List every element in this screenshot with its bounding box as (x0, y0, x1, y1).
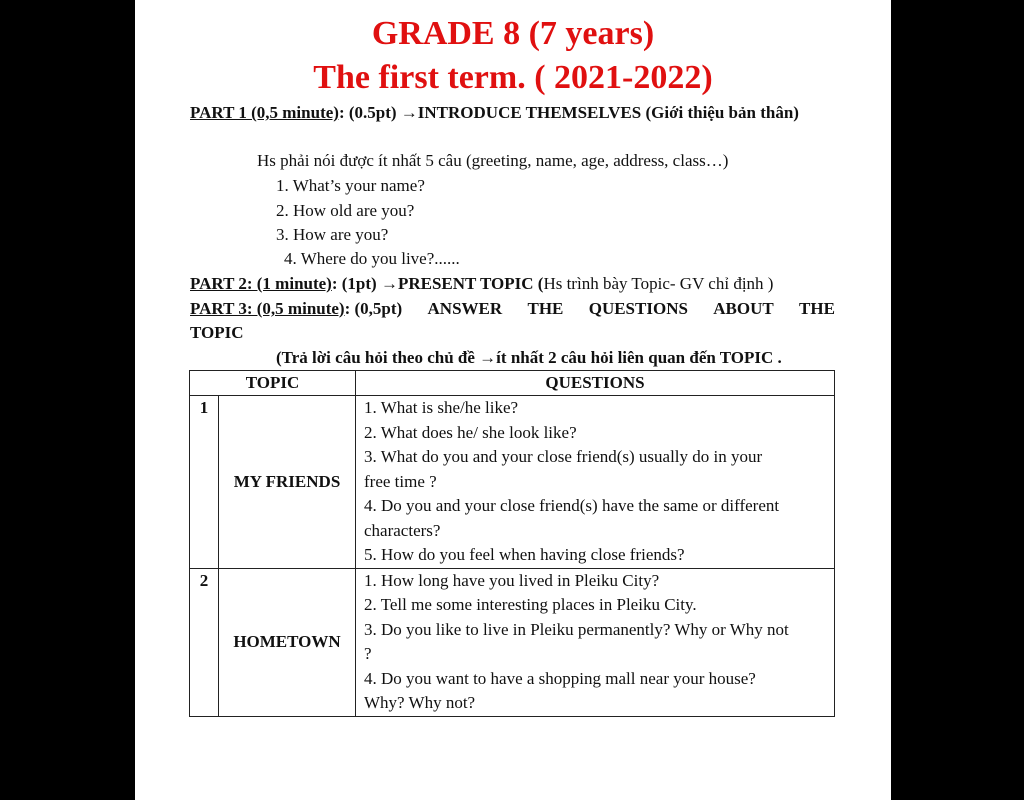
part1-heading (190, 102, 799, 124)
part1-question-3: 3. How are you? (276, 225, 389, 244)
question-line: ? (364, 644, 372, 663)
part3-heading (190, 298, 835, 320)
row-topic: MY FRIENDS (219, 396, 356, 569)
part2-normal-rest: Hs trình bày Topic- GV chỉ định ) (543, 274, 774, 293)
title-term: The first term. ( 2021-2022) (313, 59, 713, 96)
document-page (135, 0, 891, 800)
row-number: 2 (190, 568, 219, 716)
row-questions (356, 568, 835, 716)
question-line: characters? (364, 520, 441, 540)
question-line: 1. What is she/he like? (364, 398, 519, 417)
title-grade: GRADE 8 (7 years) (371, 15, 655, 52)
part3-word-4: ABOUT (713, 299, 774, 318)
part3-word-5: THE (799, 299, 835, 318)
questions-table (189, 370, 835, 717)
table-row (190, 568, 835, 716)
question-line: 4. Do you and your close friend(s) have the same or different (364, 496, 780, 515)
part1-question-1: 1. What’s your name? (276, 176, 425, 195)
part3-word-0: : (0,5pt) (344, 299, 403, 318)
part3-word-2: THE (527, 299, 564, 318)
row-number: 1 (190, 396, 219, 569)
header-questions: QUESTIONS (356, 371, 835, 396)
part3-word-3: QUESTIONS (588, 299, 688, 318)
question-line: 2. Tell me some interesting places in Pleiku City. (364, 595, 697, 614)
question-line: free time ? (364, 471, 437, 491)
part3-note: (Trả lời câu hỏi theo chủ đề →ít nhất 2 câu hỏi liên quan đến TOPIC . (276, 348, 782, 367)
part1-question-2: 2. How old are you? (276, 201, 415, 220)
part3-label: PART 3: (0,5 minute) (190, 299, 345, 318)
table-row (190, 396, 835, 569)
header-topic: TOPIC (190, 371, 356, 396)
part2-label: PART 2: (1 minute) (190, 274, 332, 293)
question-line: 2. What does he/ she look like? (364, 422, 577, 442)
part1-rest: : (0.5pt) →INTRODUCE THEMSELVES (Giới thiệu bản thân) (338, 103, 799, 122)
question-line: 5. How do you feel when having close friends? (364, 545, 685, 564)
part1-instruction: Hs phải nói được ít nhất 5 câu (greeting, name, age, address, class…) (257, 151, 729, 170)
part3-word-1: ANSWER (427, 299, 503, 318)
part2-bold-rest: : (1pt) →PRESENT TOPIC ( (331, 274, 544, 293)
question-line: 4. Do you want to have a shopping mall near your house? (364, 668, 756, 688)
question-line: 3. What do you and your close friend(s) usually do in your (364, 447, 763, 466)
question-line: Why? Why not? (364, 693, 476, 712)
part2-heading (190, 273, 773, 295)
table-header-row (190, 371, 835, 396)
part1-question-4: 4. Where do you live?...... (284, 249, 460, 268)
question-line: 1. How long have you lived in Pleiku City? (364, 570, 660, 590)
part1-label: PART 1 (0,5 minute) (190, 103, 339, 122)
question-line: 3. Do you like to live in Pleiku permanently? Why or Why not (364, 619, 789, 639)
row-topic: HOMETOWN (219, 568, 356, 716)
part3-line2: TOPIC (190, 323, 244, 342)
row-questions (356, 396, 835, 569)
